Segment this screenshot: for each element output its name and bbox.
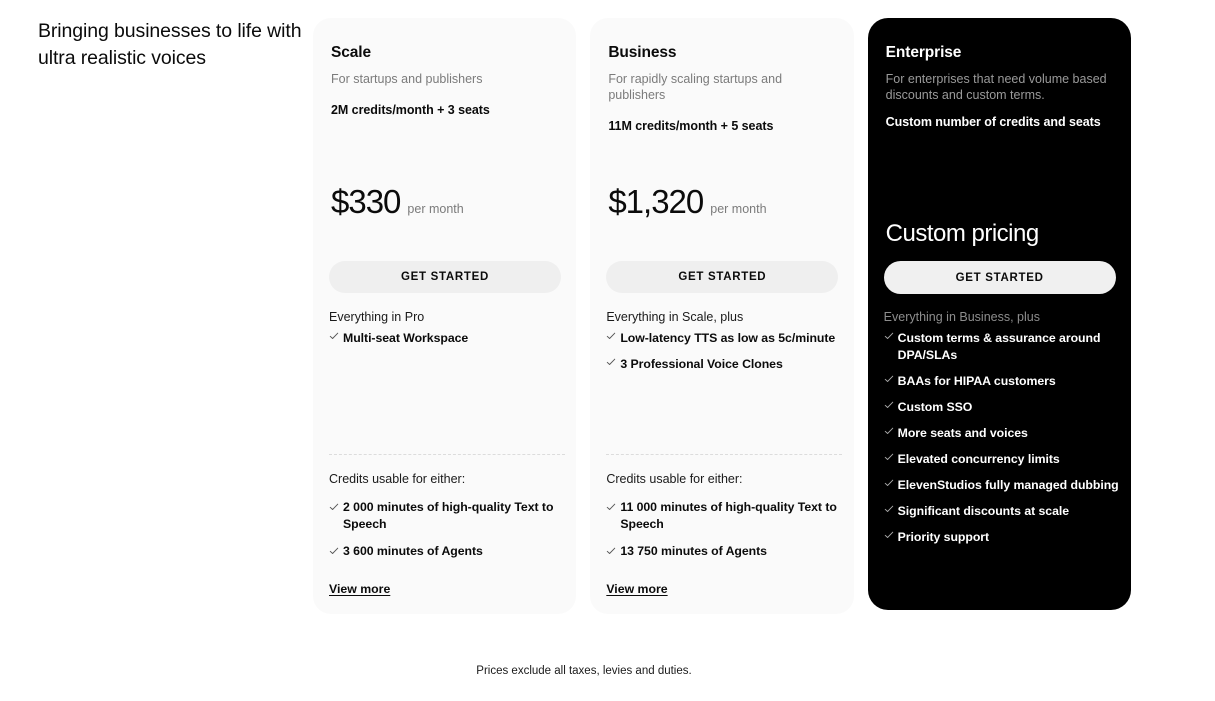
credits-list (329, 499, 565, 570)
plan-description: For enterprises that need volume based discounts and custom terms. (885, 72, 1107, 102)
credits-list (606, 499, 842, 570)
check-icon (884, 504, 894, 518)
plan-price: Custom pricing (885, 220, 1039, 247)
plan-price-block (331, 182, 464, 222)
plan-credits: 11M credits/month + 5 seats (608, 119, 774, 133)
feature-label: 3 Professional Voice Clones (620, 357, 783, 371)
list-item (884, 451, 1120, 468)
check-icon (329, 544, 339, 558)
get-started-button-business[interactable]: GET STARTED (606, 261, 838, 293)
credit-label: 11 000 minutes of high-quality Text to Speech (620, 500, 837, 531)
features-list (606, 330, 842, 382)
list-item (884, 399, 1120, 416)
list-item (884, 425, 1120, 442)
get-started-button-enterprise[interactable]: GET STARTED (884, 261, 1116, 294)
credits-heading: Credits usable for either: (606, 472, 743, 486)
plan-price: $1,320 (608, 183, 704, 220)
list-item (884, 529, 1120, 546)
list-item (884, 373, 1120, 390)
check-icon (884, 452, 894, 466)
credit-label: 3 600 minutes of Agents (343, 544, 483, 558)
check-icon (884, 331, 894, 345)
check-icon (884, 374, 894, 388)
plan-description: For rapidly scaling startups and publishers (608, 72, 783, 102)
check-icon (329, 331, 339, 345)
feature-label: Priority support (897, 530, 990, 544)
check-icon (606, 544, 616, 558)
features-list (884, 330, 1120, 555)
feature-label: Custom SSO (897, 400, 973, 414)
tax-footnote: Prices exclude all taxes, levies and duties. (476, 665, 692, 677)
credit-label: 2 000 minutes of high-quality Text to Speech (343, 500, 554, 531)
plan-price-period: per month (407, 202, 464, 216)
check-icon (606, 357, 616, 371)
feature-label: BAAs for HIPAA customers (897, 374, 1056, 388)
feature-label: Elevated concurrency limits (897, 452, 1060, 466)
plan-name: Business (608, 44, 677, 61)
list-item (329, 543, 565, 560)
features-list (329, 330, 565, 356)
credits-heading: Credits usable for either: (329, 472, 466, 486)
check-icon (884, 426, 894, 440)
plan-description: For startups and publishers (331, 72, 483, 86)
check-icon (606, 500, 616, 514)
pricing-card-list (313, 18, 1131, 614)
feature-label: Custom terms & assurance around DPA/SLAs (897, 331, 1101, 362)
list-item (606, 330, 842, 347)
list-item (606, 356, 842, 373)
feature-label: Low-latency TTS as low as 5c/minute (620, 331, 836, 345)
plan-credits: Custom number of credits and seats (885, 115, 1101, 129)
view-more-link-business[interactable]: View more (606, 582, 668, 596)
card-divider (606, 454, 842, 455)
list-item (884, 503, 1120, 520)
plan-price-block (608, 182, 766, 222)
check-icon (329, 500, 339, 514)
check-icon (884, 478, 894, 492)
plan-name: Enterprise (885, 44, 962, 61)
list-item (329, 330, 565, 347)
feature-label: Significant discounts at scale (897, 504, 1070, 518)
features-heading: Everything in Pro (329, 310, 425, 324)
features-heading: Everything in Scale, plus (606, 310, 744, 324)
card-divider (329, 454, 565, 455)
plan-price-period: per month (710, 202, 767, 216)
list-item (329, 499, 565, 533)
view-more-link-scale[interactable]: View more (329, 582, 391, 596)
feature-label: More seats and voices (897, 426, 1028, 440)
check-icon (884, 400, 894, 414)
pricing-card-business (590, 18, 853, 614)
feature-label: ElevenStudios fully managed dubbing (897, 478, 1119, 492)
features-heading: Everything in Business, plus (883, 310, 1040, 324)
list-item (884, 330, 1120, 364)
feature-label: Multi-seat Workspace (343, 331, 469, 345)
plan-price-block (886, 214, 1039, 254)
list-item (606, 543, 842, 560)
list-item (606, 499, 842, 533)
plan-price: $330 (331, 183, 401, 220)
check-icon (606, 331, 616, 345)
credit-label: 13 750 minutes of Agents (620, 544, 767, 558)
plan-credits: 2M credits/month + 3 seats (331, 103, 490, 117)
page-title: Bringing businesses to life with ultra realistic voices (38, 20, 302, 69)
pricing-card-scale (313, 18, 576, 614)
list-item (884, 477, 1120, 494)
pricing-card-enterprise (868, 18, 1131, 610)
plan-name: Scale (331, 44, 372, 61)
check-icon (884, 530, 894, 544)
get-started-button-scale[interactable]: GET STARTED (329, 261, 561, 293)
